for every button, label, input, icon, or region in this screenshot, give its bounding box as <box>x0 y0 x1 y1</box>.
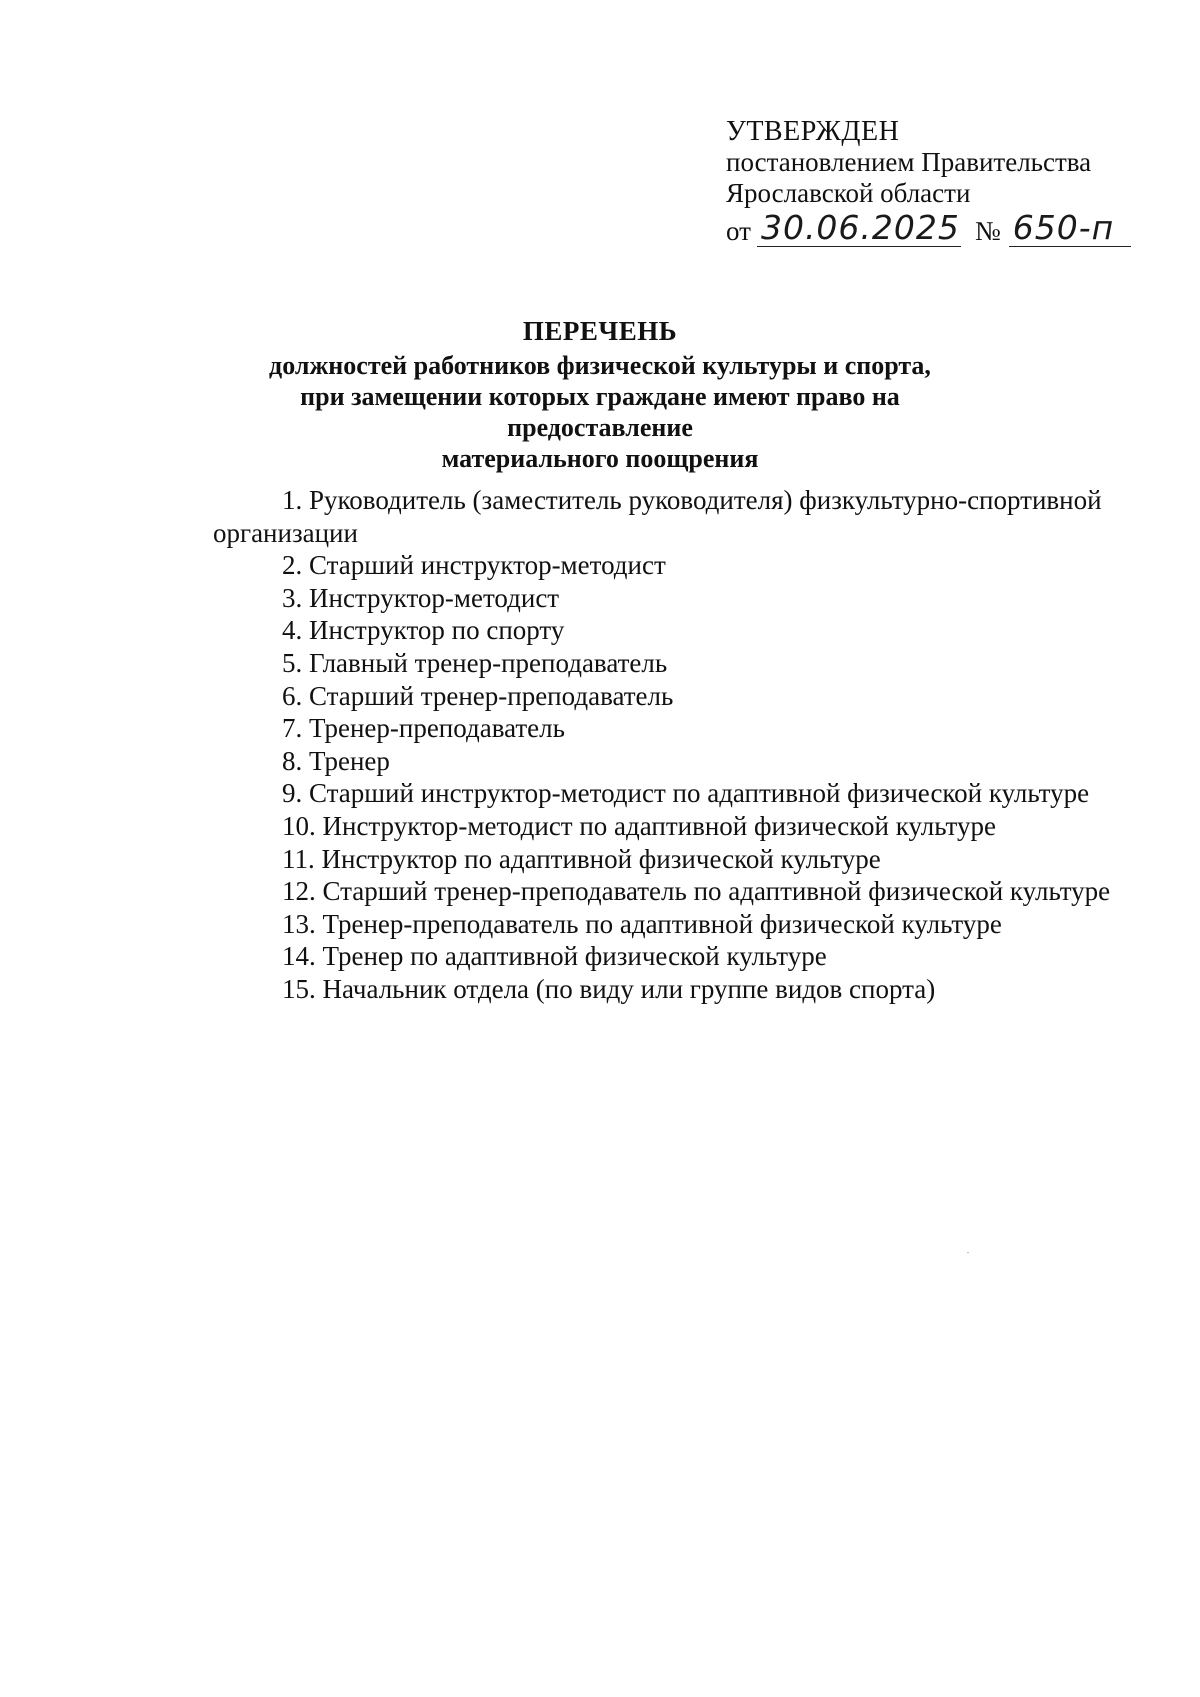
scan-artifact <box>967 1252 969 1253</box>
list-item: 7. Тренер-преподаватель <box>282 713 565 744</box>
list-item: 10. Инструктор-методист по адаптивной физической культуре <box>282 810 996 841</box>
list-item: 13. Тренер-преподаватель по адаптивной физической культуре <box>282 908 1002 939</box>
positions-list <box>213 484 1173 1006</box>
document-subtitle-line-2: при замещении которых граждане имеют право на предоставление <box>300 382 900 442</box>
list-item: 9. Старший инструктор-методист по адаптивной физической культуре <box>282 778 1090 809</box>
number-prefix: № <box>974 216 1001 246</box>
date-prefix: от <box>726 216 751 246</box>
list-item: 2. Старший инструктор-методист <box>282 550 666 581</box>
list-item: 15. Начальник отдела (по виду или группе видов спорта) <box>282 973 936 1004</box>
list-item: 3. Инструктор-методист <box>282 582 560 613</box>
list-item: 8. Тренер <box>282 745 390 776</box>
document-subtitle-line-1: должностей работников физической культуры и спорта, <box>269 351 931 380</box>
list-item: 12. Старший тренер-преподаватель по адаптивной физической культуре <box>282 876 1111 907</box>
approval-line-2: Ярославской области <box>726 178 971 208</box>
document-subtitle-line-3: материального поощрения <box>441 444 759 473</box>
list-item: 4. Инструктор по спорту <box>282 615 565 646</box>
handwritten-number: 650-п <box>1009 212 1131 247</box>
list-item: 1. Руководитель (заместитель руководителя) физкультурно-спортивной организации <box>213 485 1102 548</box>
list-item: 6. Старший тренер-преподаватель <box>282 680 674 711</box>
approval-line-1: постановлением Правительства <box>726 147 1092 177</box>
approval-date-line <box>726 208 1131 247</box>
handwritten-date: 30.06.2025 <box>757 212 961 247</box>
list-item: 14. Тренер по адаптивной физической культуре <box>282 941 827 972</box>
approval-block <box>726 116 1131 247</box>
document-title-block <box>230 316 970 474</box>
list-item: 11. Инструктор по адаптивной физической культуре <box>282 843 881 874</box>
document-title: ПЕРЕЧЕНЬ <box>522 316 678 346</box>
list-item: 5. Главный тренер-преподаватель <box>282 647 668 678</box>
approval-heading: УТВЕРЖДЕН <box>726 116 900 147</box>
